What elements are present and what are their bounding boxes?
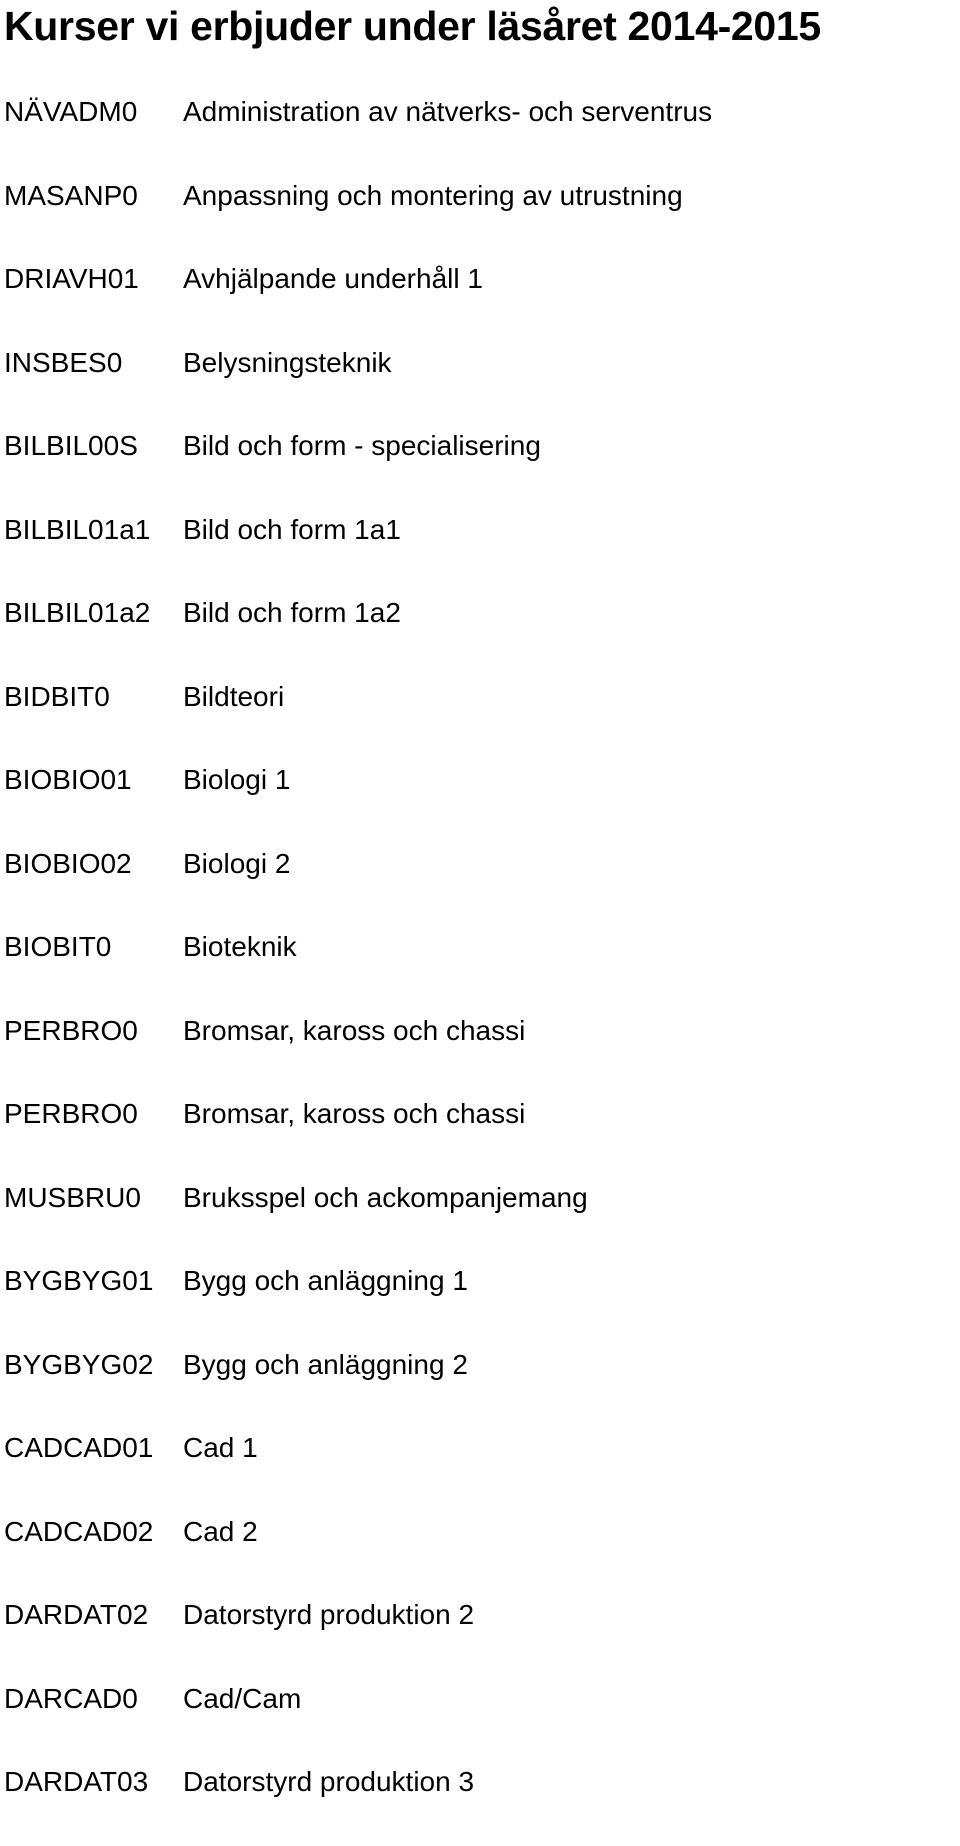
course-row	[0, 1261, 960, 1345]
course-name: Anpassning och montering av utrustning	[183, 179, 683, 211]
course-row	[0, 92, 960, 176]
course-name: Bild och form 1a2	[183, 597, 401, 628]
course-name: Biologi 2	[183, 847, 291, 879]
course-name: Cad 1	[183, 1432, 258, 1463]
course-code: BIOBIO01	[4, 764, 132, 795]
course-row	[0, 593, 960, 677]
course-name: Bruksspel och ackompanjemang	[183, 1181, 588, 1213]
course-code: PERBRO0	[4, 1098, 138, 1129]
course-name: Avhjälpande underhåll 1	[183, 263, 483, 294]
course-name: Datorstyrd produktion 3	[183, 1766, 475, 1797]
course-row	[0, 1011, 960, 1095]
course-code: BILBIL01a1	[4, 513, 151, 545]
course-name: Bygg och anläggning 2	[183, 1348, 468, 1380]
course-code: BIOBIO02	[4, 847, 132, 879]
course-row	[0, 343, 960, 427]
course-row	[0, 844, 960, 928]
course-name: Biologi 1	[183, 764, 291, 795]
course-row	[0, 760, 960, 844]
course-row	[0, 1762, 960, 1846]
course-code: BYGBYG02	[4, 1348, 154, 1380]
course-row	[0, 1178, 960, 1262]
course-code: BIDBIT0	[4, 680, 110, 712]
course-row	[0, 677, 960, 761]
course-name: Bildteori	[183, 680, 285, 712]
course-code: CADCAD02	[4, 1515, 154, 1547]
course-name: Bromsar, kaross och chassi	[183, 1014, 526, 1046]
course-row	[0, 510, 960, 594]
course-name: Bild och form 1a1	[183, 513, 401, 545]
course-name: Bromsar, kaross och chassi	[183, 1098, 526, 1129]
course-code: BILBIL01a2	[4, 597, 151, 628]
course-code: MUSBRU0	[4, 1181, 141, 1213]
course-code: DARDAT02	[4, 1599, 149, 1630]
course-name: Bioteknik	[183, 931, 297, 962]
course-code: DRIAVH01	[4, 263, 139, 294]
course-row	[0, 1595, 960, 1679]
course-row	[0, 426, 960, 510]
course-name: Bild och form - specialisering	[183, 430, 541, 461]
course-code: BYGBYG01	[4, 1265, 154, 1296]
course-code: DARDAT03	[4, 1766, 149, 1797]
course-list	[0, 92, 960, 1846]
course-row	[0, 176, 960, 260]
course-row	[0, 1679, 960, 1763]
course-code: BILBIL00S	[4, 430, 138, 461]
course-row	[0, 259, 960, 343]
course-name: Belysningsteknik	[183, 346, 392, 378]
course-name: Datorstyrd produktion 2	[183, 1599, 475, 1630]
course-code: PERBRO0	[4, 1014, 138, 1046]
course-name: Cad 2	[183, 1515, 258, 1547]
course-row	[0, 1094, 960, 1178]
course-name: Bygg och anläggning 1	[183, 1265, 468, 1296]
course-code: MASANP0	[4, 179, 138, 211]
course-row	[0, 1428, 960, 1512]
course-code: NÄVADM0	[4, 96, 138, 127]
course-code: CADCAD01	[4, 1432, 154, 1463]
course-name: Administration av nätverks- och serventrus	[183, 96, 713, 127]
course-row	[0, 1512, 960, 1596]
page-title: Kurser vi erbjuder under läsåret 2014-2015	[4, 3, 821, 49]
course-row	[0, 1345, 960, 1429]
course-name: Cad/Cam	[183, 1682, 302, 1714]
course-code: BIOBIT0	[4, 931, 112, 962]
course-row	[0, 927, 960, 1011]
course-code: INSBES0	[4, 346, 123, 378]
course-code: DARCAD0	[4, 1682, 138, 1714]
